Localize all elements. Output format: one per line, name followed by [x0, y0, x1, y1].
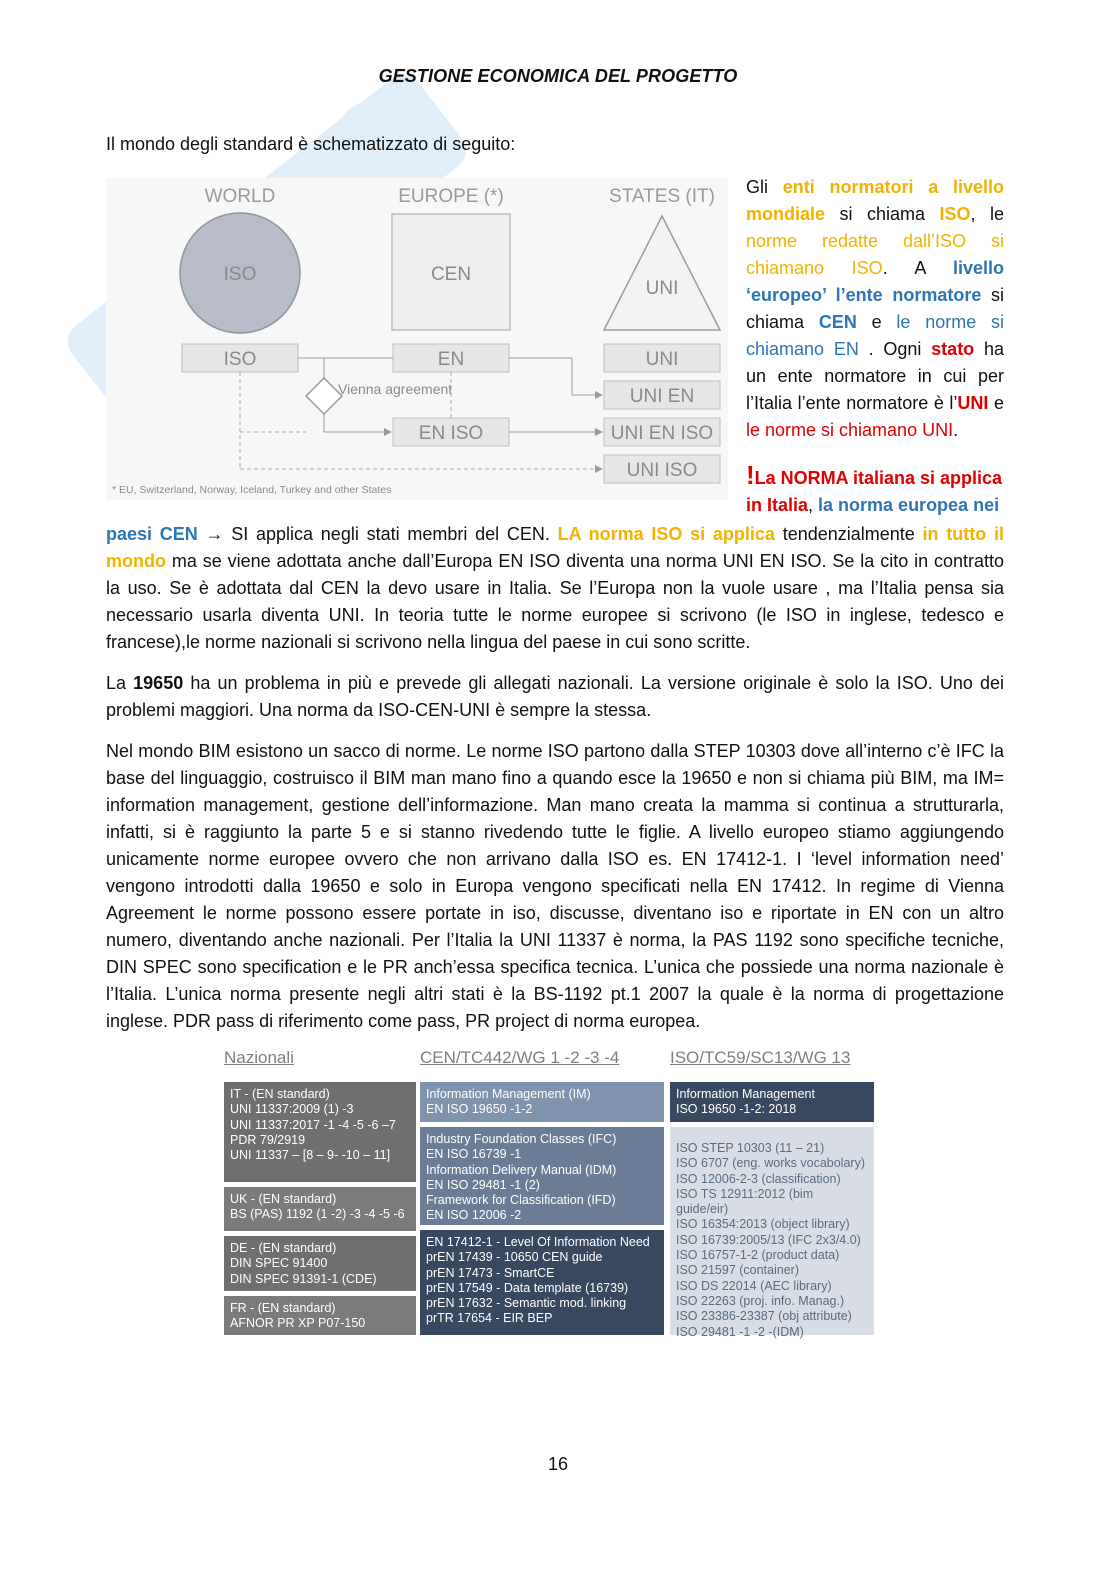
- vienna-diamond: [306, 378, 342, 414]
- alert-italy: La NORMA italiana si applica in Italia: [746, 468, 1003, 515]
- body-span: → SI applica negli stati membri del CEN.: [197, 524, 558, 544]
- body-span: ma se viene adottata anche dall’Europa EN ISO diventa una norma UNI EN ISO. Se la cito in contratto la uso. Se è adottata dal CEN la devo usare in Italia. Se l’Europa non la vuole usare , ma l’Italia pensa sia necessario usarla diventa UNI. In teoria tutte le norme europee si scrivono (le ISO in inglese, tedesco e francese),le norme nazionali si scrivono nella lingua del paese in cui sono scritte.: [106, 551, 1004, 652]
- side-highlight-iso-norms: norme redatte dall’ISO si chiamano ISO: [746, 231, 1004, 278]
- body-span: La: [106, 673, 134, 693]
- alert-europe: la norma europea nei: [818, 495, 1000, 515]
- box-iso-label: ISO: [223, 349, 257, 370]
- body-span: ha un problema in più e prevede gli allegati nazionali. La versione originale è solo la ISO. Uno dei problemi maggiori. Una norma da ISO-CEN-UNI è sempre la stessa.: [106, 673, 1004, 720]
- body-paragraph-2: [106, 670, 1004, 724]
- side-highlight-world: enti normatori a livello mondiale: [746, 177, 1005, 224]
- diagram-svg: [106, 178, 728, 500]
- box-uni-iso-label: UNI ISO: [626, 460, 698, 481]
- page-title: GESTIONE ECONOMICA DEL PROGETTO: [378, 66, 738, 86]
- body-highlight-world: in tutto il mondo: [106, 524, 1004, 571]
- side-highlight-stato: stato: [931, 339, 975, 359]
- box-en-label: EN: [437, 349, 465, 370]
- col-world: WORLD: [204, 186, 276, 207]
- body-text: [106, 521, 1004, 1049]
- cell-uk: UK - (EN standard) BS (PAS) 1192 (1 -2) -3 -4 -5 -6: [224, 1187, 416, 1231]
- header-cen: CEN/TC442/WG 1 -2 -3 -4: [420, 1048, 620, 1067]
- side-paragraph: [746, 174, 1004, 444]
- body-span: tendenzialmente: [774, 524, 923, 544]
- cell-cen-im: Information Management (IM) EN ISO 19650 -1-2: [420, 1082, 664, 1122]
- alert-paragraph: [746, 462, 1004, 519]
- cen-square-label: CEN: [430, 264, 472, 285]
- side-highlight-iso: ISO: [939, 204, 971, 224]
- side-span: , le: [970, 204, 1004, 224]
- side-highlight-uni-norms: le norme si chiamano UNI: [746, 420, 954, 440]
- body-paragraph-3: Nel mondo BIM esistono un sacco di norme. Le norme ISO partono dalla STEP 10303 dove all’interno c’è IFC la base del linguaggio, costruisco il BIM man mano fino a quando esce la 19650 e non si chiama più BIM, ma IM= information management, gestione dell’informazione. Man mano creata la mamma si continua a strutturarla, infatti, si è raggiunto la parte 5 e si stanno rivedendo tutte le figlie. A livello europeo stiamo aggiungendo unicamente norme europee ovvero che non arrivano dalla ISO es. EN 17412-1. I ‘level information need’ vengono introdotti dalla 19650 e solo in Europa vengono specificati nella EN 17412. In regime di Vienna Agreement le norme possono essere portate in iso, discusse, diventano iso e riportate in EN con un altro numero, diventando anche nazionali. Per l’Italia la UNI 11337 è norma, la PAS 1192 sono specifiche tecniche, DIN SPEC sono specification e le PR anch’essa specifica tecnica. L’unica che possiede una norma nazionale è l’Italia. L’unica norma presente negli altri stati è la BS-1192 pt.1 2007 la quale è la norma di progettazione inglese. PDR pass di riferimento come pass, PR project di norma europea.: [106, 741, 1004, 1031]
- side-span: .: [953, 420, 959, 440]
- intro-text: Il mondo degli standard è schematizzato di seguito:: [106, 134, 516, 154]
- col-europe: EUROPE (*): [398, 186, 504, 207]
- side-text: [746, 174, 1004, 519]
- col-states: STATES (IT): [609, 186, 715, 207]
- exclamation-icon: !: [746, 460, 755, 490]
- side-span: si chiama: [746, 285, 1005, 332]
- box-uni-en-label: UNI EN: [629, 386, 695, 407]
- body-bold-19650: 19650: [133, 673, 184, 693]
- side-highlight-europe: livello ‘europeo’ l’ente normatore: [746, 258, 1004, 305]
- standards-diagram: [106, 178, 728, 500]
- uni-triangle: [604, 216, 720, 330]
- side-highlight-uni: UNI: [957, 393, 989, 413]
- body-highlight-iso: LA norma ISO si applica: [557, 524, 775, 544]
- cell-de: DE - (EN standard) DIN SPEC 91400 DIN SPEC 91391-1 (CDE): [224, 1236, 416, 1291]
- side-span: ,: [808, 495, 819, 515]
- page-number: 16: [547, 1454, 569, 1474]
- side-span: . A: [882, 258, 953, 278]
- cell-fr: FR - (EN standard) AFNOR PR XP P07-150: [224, 1296, 416, 1335]
- cell-iso-list: ISO STEP 10303 (11 – 21) ISO 6707 (eng. works vocabolary) ISO 12006-2-3 (classification) ISO TS 12911:2012 (bim guide/eir) ISO 16354:2013 (object library) ISO 16739:2005/13 (IFC 2x3/4.0) ISO 16757-1-2 (product data) ISO 21597 (container) ISO DS 22014 (AEC library) ISO 22263 (proj. info. Manag.) ISO 23386-23387 (obj attribute) ISO 29481 -1 -2 -(IDM): [670, 1127, 874, 1335]
- header-iso: ISO/TC59/SC13/WG 13: [670, 1048, 851, 1067]
- box-uni-label: UNI: [645, 349, 679, 370]
- standards-table: [222, 1048, 876, 1340]
- box-uni-en-iso-label: UNI EN ISO: [610, 423, 714, 444]
- header-nazionali: Nazionali: [224, 1048, 294, 1067]
- cell-iso-im: Information Management ISO 19650 -1-2: 2018: [670, 1082, 874, 1122]
- iso-circle-label: ISO: [223, 264, 257, 285]
- side-highlight-cen: CEN: [818, 312, 857, 332]
- side-span: ha un ente normatore in cui per l’Italia l’ente normatore è l’: [746, 339, 1004, 413]
- diagram-footnote: * EU, Switzerland, Norway, Iceland, Turkey and other States: [112, 484, 392, 496]
- box-en-iso-label: EN ISO: [418, 423, 484, 444]
- side-span: e: [988, 393, 1004, 413]
- uni-triangle-label: UNI: [645, 278, 679, 299]
- side-span: e: [856, 312, 897, 332]
- side-span: . Ogni: [858, 339, 932, 359]
- side-highlight-en-norms: le norme si chiamano EN: [746, 312, 1004, 359]
- body-paragraph-1: [106, 521, 1004, 656]
- cell-it: IT - (EN standard) UNI 11337:2009 (1) -3 UNI 11337:2017 -1 -4 -5 -6 –7 PDR 79/2919 UNI 11337 – [8 – 9- -10 – 11]: [224, 1082, 416, 1182]
- cell-cen-ifc: Industry Foundation Classes (IFC) EN ISO 16739 -1 Information Delivery Manual (IDM) EN ISO 29481 -1 (2) Framework for Classification (IFD) EN ISO 12006 -2: [420, 1127, 664, 1225]
- side-span: Gli: [746, 177, 783, 197]
- vienna-label: Vienna agreement: [338, 381, 453, 397]
- body-highlight-cen: paesi CEN: [106, 524, 198, 544]
- cell-cen-en: EN 17412-1 - Level Of Information Need prEN 17439 - 10650 CEN guide prEN 17473 - SmartCE prEN 17549 - Data template (16739) prEN 17632 - Semantic mod. linking prTR 17654 - EIR BEP: [420, 1230, 664, 1335]
- side-span: si chiama: [825, 204, 940, 224]
